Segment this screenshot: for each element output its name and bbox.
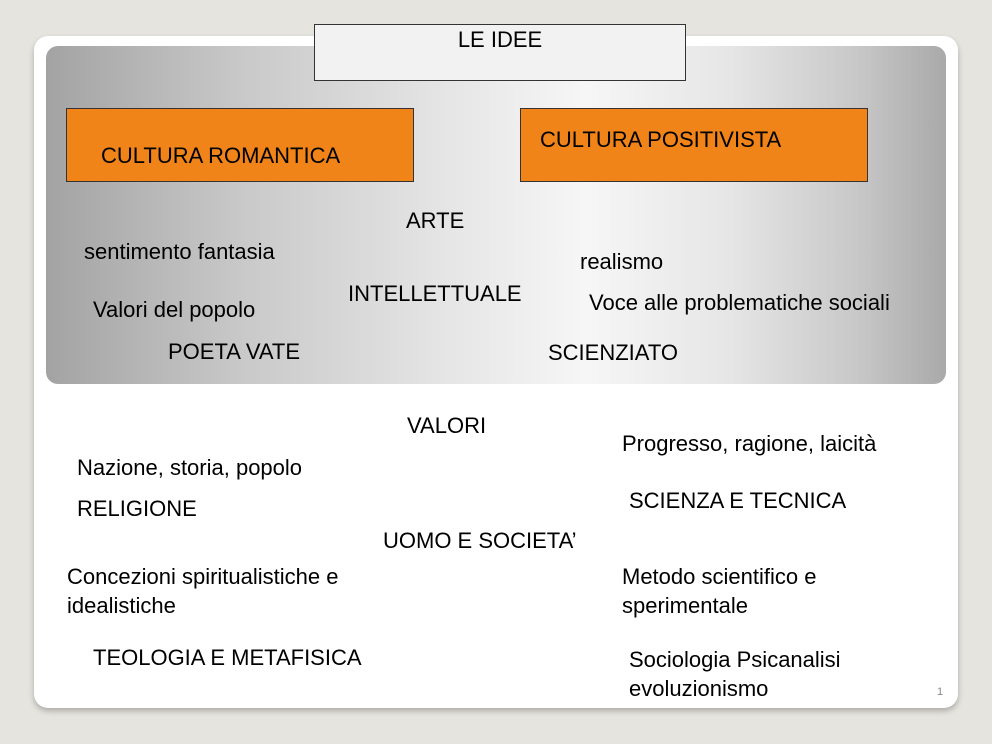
intellettuale-left: POETA VATE	[168, 339, 301, 364]
arte-right-2: Voce alle problematiche sociali	[589, 290, 890, 315]
right-header-box	[520, 108, 868, 182]
page-number: 1	[937, 686, 944, 698]
uomo-right-2: sperimentale	[622, 593, 748, 618]
intellettuale-label: INTELLETTUALE	[348, 281, 522, 306]
gradient-band	[46, 46, 946, 384]
left-header-label: CULTURA ROMANTICA	[101, 143, 341, 168]
valori-left-1: Nazione, storia, popolo	[77, 455, 303, 480]
valori-label: VALORI	[407, 413, 487, 438]
uomo-right-3: Sociologia Psicanalisi	[629, 647, 841, 672]
valori-right-1: Progresso, ragione, laicità	[622, 431, 877, 456]
uomo-right-4: evoluzionismo	[629, 676, 769, 701]
left-header-box	[66, 108, 414, 182]
uomo-right-1: Metodo scientifico e	[622, 564, 817, 589]
uomo-left-2: idealistiche	[67, 593, 176, 618]
arte-left-2: Valori del popolo	[93, 297, 256, 322]
title-box	[314, 24, 686, 81]
arte-label: ARTE	[406, 208, 465, 233]
uomo-label: UOMO E SOCIETA’	[383, 528, 577, 553]
intellettuale-right: SCIENZIATO	[548, 340, 678, 365]
arte-right-1: realismo	[580, 249, 664, 274]
valori-right-2: SCIENZA E TECNICA	[629, 488, 847, 513]
slide-title: LE IDEE	[457, 27, 543, 52]
valori-left-2: RELIGIONE	[77, 496, 197, 521]
uomo-left-3: TEOLOGIA E METAFISICA	[93, 645, 362, 670]
uomo-left-1: Concezioni spiritualistiche e	[67, 564, 339, 589]
right-header-label: CULTURA POSITIVISTA	[540, 127, 782, 152]
arte-left-1: sentimento fantasia	[84, 239, 275, 264]
